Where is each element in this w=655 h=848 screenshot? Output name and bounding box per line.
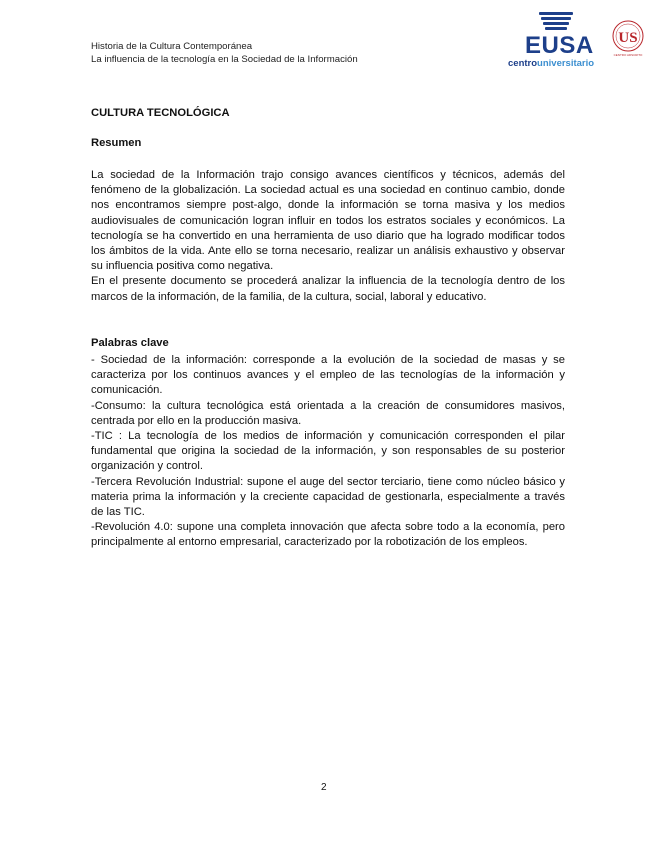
header-course-title: Historia de la Cultura Contemporánea [91,41,253,52]
abstract-paragraph-1: La sociedad de la Información trajo consigo avances científicos y técnicos, además del fenómeno de la globalización. La sociedad actual es una sociedad en continuo cambio, donde nos encontramos siempre post-algo, donde la información se torna masiva y los medios audiovisuales de comunicación logran influir en todos los estratos sociales y económicos. La tecnología se ha convertido en una herramienta de uso diario que ha logrado modificar todos los ámbitos de la vida. Ante ello se torna necesario, realizar un análisis exhaustivo y observar su influencia positiva como negativa. [91,169,565,273]
abstract-heading: Resumen [91,137,142,149]
eusa-wordmark: EUSA [525,32,594,59]
eusa-tagline-part2: universitario [537,58,595,69]
university-seal-icon [611,18,645,58]
keywords-list [91,353,565,551]
eusa-tagline-part1: centro [508,58,538,69]
svg-text:CENTRO ADSCRITO: CENTRO ADSCRITO [613,53,643,57]
document-header [91,40,358,66]
eusa-tagline [508,58,594,69]
keyword-item: -Consumo: la cultura tecnológica está orientada a la creación de consumidores masivos, centrada por ello en la producción masiva. [91,399,565,427]
header-document-subtitle: La influencia de la tecnología en la Sociedad de la Información [91,54,358,65]
header-logos [505,10,645,70]
keyword-item: -Tercera Revolución Industrial: supone el auge del sector terciario, tiene como núcleo básico y materia prima la información y la creciente capacidad de gestionarla, especialmente a través de las TIC. [91,475,565,519]
keyword-item: - Sociedad de la información: corresponde a la evolución de la sociedad de masas y se caracteriza por los continuos avances y el empleo de las tecnologías de la información y comunicación. [91,354,565,397]
eusa-logo [505,10,608,68]
keyword-item: -Revolución 4.0: supone una completa innovación que afecta sobre todo a la economía, pero principalmente al entorno empresarial, caracterizado por la robotización de los empleos. [91,521,565,549]
keywords-heading: Palabras clave [91,337,169,349]
page-number: 2 [321,782,327,793]
abstract-body [91,168,565,305]
document-title: CULTURA TECNOLÓGICA [91,107,230,119]
abstract-paragraph-2: En el presente documento se procederá analizar la influencia de la tecnología dentro de los marcos de la información, de la familia, de la cultura, social, laboral y educativo. [91,275,565,303]
keyword-item: -TIC : La tecnología de los medios de información y comunicación corresponden el pilar fundamental que origina la sociedad de la información, y son responsables de su posterior organización y control. [91,430,565,473]
svg-text:US: US [618,30,638,46]
eusa-stripes-icon [539,12,573,32]
